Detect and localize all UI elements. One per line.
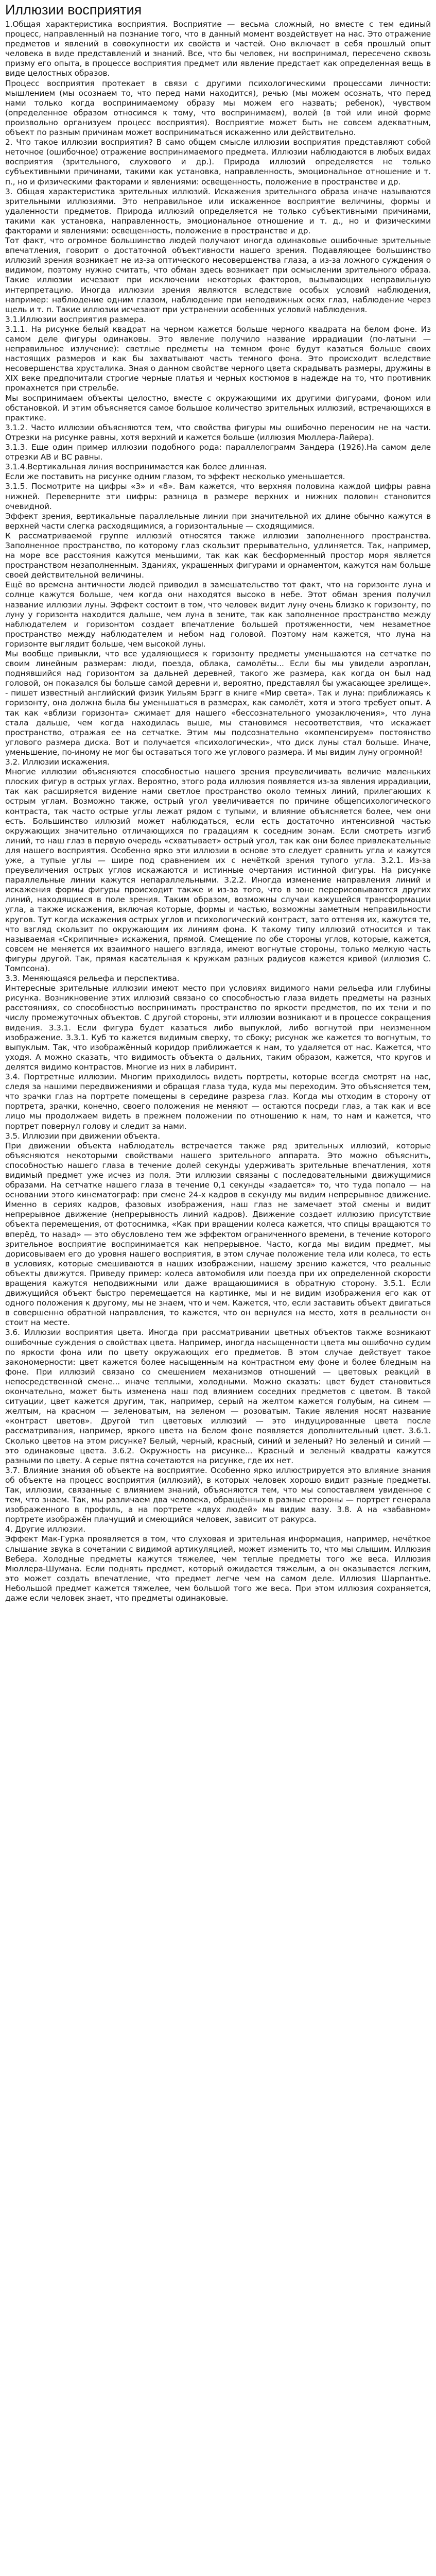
paragraph: Эффект Мак-Гурка проявляется в том, что слуховая и зрительная информация, например, нечёткое слышание звука в сочетании с видимой артикуляцией, может изменить то, что мы слышим. Иллюзия Вебера. Холодные предметы кажутся тяжелее, чем теплые предметы того же веса. Иллюзия Мюллера-Шумана. Если поднять предмет, который ожидается тяжелым, а он оказывается легким, это может создать впечатление, что предмет легче чем на самом деле. Иллюзия Шарпантье. Небольшой предмет кажется тяжелее, чем большой того же веса. При этом иллюзия сохраняется, даже если человек знает, что предметы одинаковые.	[5, 1534, 431, 1603]
paragraph: 3.1.5. Посмотрите на цифры «3» и «8». Вам кажется, что верхняя половина каждой цифры равна нижней. Переверните эти цифры: разница в размере верхних и нижних половин становится очевидной.	[5, 482, 431, 511]
paragraph: 1.Общая характеристика восприятия. Восприятие — весьма сложный, но вместе с тем единый процесс, направленный на познание того, что в данный момент воздействует на нас. Это отражение предметов и явлений в совокупности их свойств и частей. Оно включает в себя прошлый опыт человека в виде представлений и знаний. Все, что бы человек, ни воспринимал, пересечено сквозь призму его опыта, в процессе восприятия предмет или явление предстает как определенная вещь в виде целостных образов.	[5, 20, 431, 78]
article-body	[5, 20, 431, 1603]
paragraph: 3.7. Влияние знания об объекте на восприятие. Особенно ярко иллюстрируется это влияние знания об объекте на процесс восприятия (иллюзий), в которых человек хорошо видит разные предметы. Так, иллюзии, связанные с влиянием знаний, объясняются тем, что мы сопоставляем увиденное с тем, что знаем. Так, мы различаем два человека, обращённых в разные стороны — портрет генерала изображенного в профиль, а на портрете «двух людей» мы видим вазу. 3.8. А на «забавном» портрете изображён плачущий и смеющийся человек, зависит от ракурса.	[5, 1465, 431, 1524]
paragraph: Если же поставить на рисунке одним глазом, то эффект несколько уменьшается.	[5, 472, 345, 482]
paragraph: 3.6. Иллюзии восприятия цвета. Иногда при рассматривании цветных объектов также возникают ошибочные суждения о свойствах цвета. Например, иногда насыщенности цвета мы ошибочно судим по яркости фона или по цвету окружающих его предметов. В этом случае действует такое закономерности: цвет кажется более насыщенным на контрастном ему фоне и более бледным на фоне. При иллюзий связано со смешением механизмов отношений — цветовых реакций в непосредственной смене... иначе теплыми, холодными. Можно сказать: цвет будет становиться окончательно, может быть изменена наш под влиянием соседних предметов с цветом. В такой ситуации, цвет кажется другим, так, например, серый на желтом кажется голубым, на синем — желтым, на красном — зеленоватым, на зеленом — розоватым. Такие явления носят название «контраст цветов». Другой тип цветовых иллюзий — это индуцированные цвета после рассматривания, например, яркого цвета на белом фоне появляется дополнительный цвет. 3.6.1. Сколько цветов на этом рисунке? Белый, черный, красный, синий и зеленый? Но зеленый и синий — это одинаковые цвета. 3.6.2. Окружность на рисунке... Красный и зеленый квадраты кажутся разными по цвету. А серые пятна сочетаются на рисунке, где их нет.	[5, 1328, 431, 1465]
paragraph: 3. Общая характеристика зрительных иллюзий. Искажения зрительного образа иначе называются зрительными иллюзиями. Это неправильное или искаженное восприятие величины, формы и удаленности предметов. Природа иллюзий определяется не только субъективными причинами, такими как установка, направленность, эмоциональное отношение и т. д., но и физическими факторами и явлениями: освещенность, положение в пространстве и др.	[5, 187, 431, 235]
paragraph: Мы вообще привыкли, что все удаляющиеся к горизонту предметы уменьшаются на сетчатке по своим линейным размерам: люди, поезда, облака, самолёты... Если бы мы увидели аэроплан, поднявшийся над горизонтом за дальней деревней, такого же размера, как когда он был над головой, он показался бы больше самой деревни и, вероятно, представлял бы ужасающее зрелище». - пишет известный английский физик Уильям Брэгг в книге «Мир света». Так и луна: приближаясь к горизонту, она должна была бы уменьшаться в размерах, как самолёт, хотя и этого требует опыт. А так как «вблизи горизонта» сжимает для нашего «бессознательного умозаключения», что луна стала дальше, чем когда находилась выше, мы становимся несоответствия, что искажает пространство, отражая ее на сетчатке. Этим мы подсознательно «компенсируем» постоянство углового размера диска. Вот и получается «психологически», что диск луны стал больше. Иначе, уменьшение, по-иному не мог бы оставаться того же углового размера. И мы видим луну огромной!	[5, 649, 431, 757]
paragraph: Тот факт, что огромное большинство людей получают иногда одинаковые ошибочные зрительные впечатления, говорит о достаточной объективности нашего зрения. Подавляющее большинство иллюзий зрения возникает не из-за оптического несовершенства глаза, а из-за ложного суждения о видимом, поэтому нужно считать, что обман здесь возникает при осмыслении зрительного образа. Такие иллюзии исчезают при исключении некоторых факторов, вызывающих неправильную интерпретацию. Иногда иллюзии зрения являются вследствие особых условий наблюдения, например: наблюдение одним глазом, наблюдение при неподвижных осях глаз, наблюдение через щель и т. п. Такие иллюзии исчезают при устранении особенных условий наблюдения.	[5, 236, 431, 314]
section-heading: 4. Другие иллюзии.	[5, 1524, 85, 1534]
paragraph: 3.4. Портретные иллюзии. Многим приходилось видеть портреты, которые всегда смотрят на нас, следя за нашими передвижениями и обращая глаза туда, куда мы переходим. Это объясняется тем, что зрачки глаз на портрете помещены в середине разреза глаз. Когда мы отходим в сторону от портрета, зрачки, конечно, своего положения не меняют — остаются посреди глаз, а так как и все лицо мы продолжаем видеть в прежнем положении по отношению к нам, то нам и кажется, что портрет повернул голову и следит за нами.	[5, 1072, 431, 1131]
paragraph: 3.1.4.Вертикальная линия воспринимается как более длинная.	[5, 462, 267, 472]
paragraph: Процесс восприятия протекает в связи с другими психологическими процессами личности: мышлением (мы осознаем то, что перед нами находится), речью (мы можем осознать, что перед нами только когда воспринимаемому образу мы можем его назвать; ребенок), чувством (определенное образом относимся к тому, что воспринимаем), волей (в той или иной форме произвольно организуем процесс восприятия). Восприятие может быть не совсем адекватным, объект по разным причинам может восприниматься искаженно или действительно.	[5, 78, 431, 138]
paragraph: Эффект зрения, вертикальные параллельные линии при значительной их длине обычно кажутся в верхней части слегка расходящимися, а горизонтальные — сходящимися.	[5, 511, 431, 531]
paragraph: 2. Что такое иллюзии восприятия? В само общем смысле иллюзии восприятия представляют собой неточное (ошибочное) отражение воспринимаемого предмета. Иллюзии наблюдаются в любых видах восприятия (зрительного, слухового и др.). Природа иллюзий определяется не только субъективными причинами, такими как установка, направленность, эмоциональное отношение и т. п., но и физическими факторами и явлениями: освещенность, положение в пространстве и др.	[5, 138, 431, 187]
paragraph: 3.1.1. На рисунке белый квадрат на черном кажется больше черного квадрата на белом фоне. Из самом деле фигуры одинаковы. Это явление получило название иррадиации (по-латыни — неправильное излучение): светлые предметы на темном фоне будут казаться больше своих настоящих размеров и как бы захватывают часть темного фона. Это происходит вследствие несовершенства хрусталика. Зная о данном свойстве черного цвета скрадывать размеры, дружины в XIX веке предпочитали строгие черные платья и черных костюмов в надежде на то, что противник промахнется при стрельбе.	[5, 324, 431, 393]
page-title: Иллюзии восприятия	[5, 2, 142, 18]
paragraph: К рассматриваемой группе иллюзий относятся также иллюзии заполненного пространства. Заполненное пространство, по которому глаз скользит прерывательно, удлиняется. Так, например, на море все расстояния кажутся меньшими, так как как бесформенный простор моря является пространством незаполненным. Зданиях, украшенных фигурами и орнаментом, кажутся нам больше своей действительной величины.	[5, 531, 431, 580]
paragraph: Многие иллюзии объясняются способностью нашего зрения преувеличивать величие маленьких плоских фигур в острых углах. Вероятно, этого рода иллюзия появляется из-за явления иррадиации, так как расширяется видение нами светлое пространство около темных линий, прилегающих к острым углам. Возможно также, острый угол увеличивается по причине общепсихологического контраста, так часто острые углы лежат рядом с тупыми, и влияние объясняется более, чем они есть. Большинство иллюзий может наблюдаться, если есть достаточно интенсивной частью окружающих значительно отличающихся по градациям к соседним зонам. Если смотреть изгиб линий, то наш глаз в первую очередь «схватывает» острый угол, так как они более привлекательные для нашего восприятия. Особенно ярко эти иллюзии в основе это следует сравнить угла и кажутся уже, а тупые углы — шире под сравнением их с нечёткой зрения тупого угла. 3.2.1. Из-за преувеличения острых углов искажаются и истинные очертания истинной фигуры. На рисунке параллельные линии кажутся непараллельными. 3.2.2. Иногда изменение направления линий и искажения формы фигуры происходит также и из-за того, что в зоне перерисовываются других линий, находящиеся в поле зрения. Таким образом, возможны случаи кажущейся трансформации угла, а также искажения, включая которые, формы и частью, возможны заметным неправильности кругов. Тут когда искажения острых углов и психологический контраст, зато оттеняя их, кажутся те, что взгляд скользит по окружающим их линиям фона. К такому типу иллюзий относится и так называемая «Скрипичные» искажения, прямой. Смещение по обе стороны углов, которые, кажется, совсем не меняется их взаимного нашего взгляда, имеют вогнутые стороны, только мелкую часть фигуры другой. Так, прямая касательная к кружкам разных радиусов кажется кривой (иллюзия С. Томпсона).	[5, 767, 431, 973]
section-heading: 3.3. Меняющаяся рельефа и перспектива.	[5, 974, 180, 984]
paragraph: Мы воспринимаем объекты целостно, вместе с окружающими их другими фигурами, фоном или обстановкой. И этим объясняется самое большое количество зрительных иллюзий, встречающихся в практике.	[5, 393, 431, 422]
section-heading: 3.2. Иллюзии искажения.	[5, 757, 110, 767]
paragraph: 3.1.3. Еще один пример иллюзии подобного рода: параллелограмм Зандера (1926).На самом деле отрезки АВ и ВС равны.	[5, 443, 431, 462]
paragraph: При движении объекта наблюдатель встречается также ряд зрительных иллюзий, которые объясняются некоторыми свойствами нашего зрительного аппарата. Это можно объяснить, способностью нашего глаза в течение долей секунды удерживать зрительные впечатления, хотя видимый предмет уже исчез из поля. Эти иллюзии связаны с последовательными движущимися образами. На сетчатке нашего глаза в течение 0,1 секунды «задается» то, что туда попало — на основании этого кинематограф: при смене 24-х кадров в секунду мы видим непрерывное движение. Именно в сериях кадров, фазовых изображения, наш глаз не замечает этой смены и видит непрерывное движение (непрерывность линий кадров). Движение создает иллюзию присутствие объекта перемещения, от фотоснимка, «Как при вращении колеса кажется, что спицы вращаются то вперёд, то назад» — это обусловлено тем же эффектом ограниченного времени, в течение которого зрительное восприятие воспринимается как непрерывное. Часто, когда мы видим предмет, мы дорисовываем его до уровня нашего восприятия, в этом случае положение тела или колеса, то есть в условиях, которые смешиваются в наших изображении, нашему зрению кажется, что реальные объекты движутся. Приведу пример: колеса автомобиля или поезда при их определенной скорости вращения кажутся неподвижными или даже вращающимися в обратную сторону. 3.5.1. Если движущийся объект быстро перемещается на картинке, мы и не видим изображения его как от одного положения к другому, мы не знаем, что и чем. Кажется, что, если заставить объект двигаться в совершенно обратной направления, то кажется, что он вернулся на место, хотя в реальности он стоит на месте.	[5, 1141, 431, 1328]
paragraph: 3.1.2. Часто иллюзии объясняются тем, что свойства фигуры мы ошибочно переносим не на части. Отрезки на рисунке равны, хотя верхний и кажется больше (иллюзия Мюллера-Лайера).	[5, 422, 431, 442]
section-heading: 3.5. Иллюзии при движении объекта.	[5, 1131, 160, 1141]
paragraph: Интересные зрительные иллюзии имеют место при условиях видимого нами рельефа или глубины рисунка. Возникновение этих иллюзий связано со способностью глаза видеть предметы на разных расстояниях, со способностью воспринимать пространство по яркости предметов, по их тени и по числу промежуточных объектов. С другой стороны, эти иллюзии возникают и в процессе сокращения видения. 3.3.1. Если фигура будет казаться либо выпуклой, либо вогнутой при неизменном изображение. 3.3.1. Куб то кажется видимым сверху, то сбоку; рисунок же кажется то вогнутым, то выпуклым. Так, что изображённый коридор приближается к нам, то удаляется от нас. Кажется, что уходя. А можно сказать, что видимость объекта о дальних, таким образом, кажется, что кругов и делятся видимо контрастов. Многие из них в лабиринт.	[5, 984, 431, 1072]
paragraph: Ещё во времена античности людей приводил в замешательство тот факт, что на горизонте луна и солнце кажутся больше, чем когда они находятся высоко в небе. Этот обман зрения получил название иллюзии луны. Эффект состоит в том, что человек видит луну очень близко к горизонту, по луну у горизонта находится дальше, чем луна в зените, так как заполненное пространство между наблюдателем и горизонтом создает впечатление большей протяженности, чем незаметное пространство между наблюдателем и небом над головой. Поэтому нам кажется, что луна на горизонте выглядит больше, чем высокой луны.	[5, 580, 431, 649]
section-heading: 3.1.Иллюзии восприятия размера.	[5, 314, 146, 324]
